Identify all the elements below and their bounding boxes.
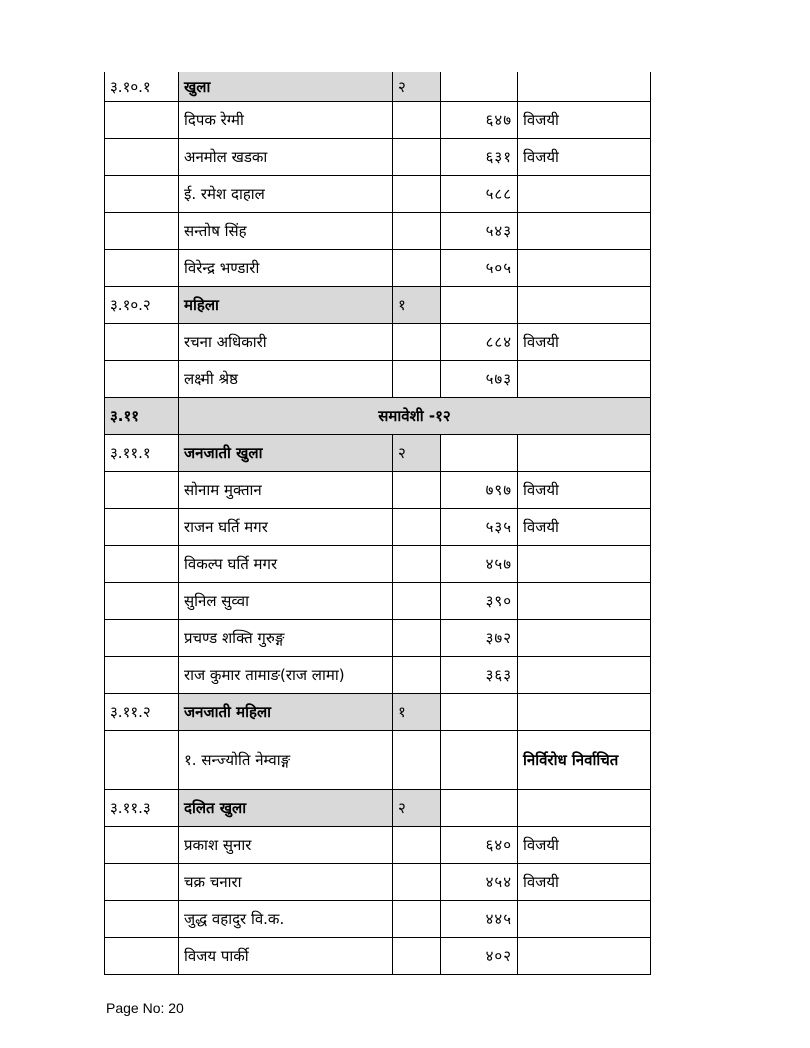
code-cell — [105, 102, 179, 139]
candidate-votes: ६४० — [441, 827, 518, 864]
category-row — [105, 435, 651, 472]
candidate-row — [105, 472, 651, 509]
seats-cell — [393, 620, 441, 657]
seats-cell — [393, 731, 441, 790]
seats-cell — [393, 176, 441, 213]
code-cell — [105, 213, 179, 250]
result-cell — [518, 287, 651, 324]
candidate-votes: ५३५ — [441, 509, 518, 546]
page-number: Page No: 20 — [106, 1000, 184, 1016]
seats-cell — [393, 546, 441, 583]
candidate-votes: ५०५ — [441, 250, 518, 287]
candidate-votes: ३९० — [441, 583, 518, 620]
candidate-row — [105, 213, 651, 250]
candidate-name: राजन घर्ति मगर — [179, 509, 393, 546]
candidate-result — [518, 361, 651, 398]
candidate-votes: ६३१ — [441, 139, 518, 176]
code-cell — [105, 901, 179, 938]
candidate-name: १. सन्ज्योति नेम्वाङ्ग — [179, 731, 393, 790]
candidate-name: प्रकाश सुनार — [179, 827, 393, 864]
category-seats: २ — [393, 435, 441, 472]
code-cell — [105, 176, 179, 213]
code-cell — [105, 583, 179, 620]
seats-cell — [393, 901, 441, 938]
result-cell — [518, 72, 651, 102]
candidate-row — [105, 901, 651, 938]
votes-cell — [441, 72, 518, 102]
votes-cell — [441, 435, 518, 472]
candidate-row — [105, 324, 651, 361]
candidate-result — [518, 176, 651, 213]
candidate-result — [518, 213, 651, 250]
candidate-name: प्रचण्ड शक्ति गुरुङ्ग — [179, 620, 393, 657]
section-title: समावेशी -१२ — [179, 398, 651, 435]
seats-cell — [393, 583, 441, 620]
votes-cell — [441, 287, 518, 324]
candidate-name: अनमोल खडका — [179, 139, 393, 176]
seats-cell — [393, 102, 441, 139]
result-cell — [518, 790, 651, 827]
seats-cell — [393, 472, 441, 509]
candidate-name: विरेन्द्र भण्डारी — [179, 250, 393, 287]
candidate-result: विजयी — [518, 827, 651, 864]
seats-cell — [393, 250, 441, 287]
candidate-result: विजयी — [518, 864, 651, 901]
candidate-name: जुद्ध वहादुर वि.क. — [179, 901, 393, 938]
code-cell — [105, 509, 179, 546]
category-label: खुला — [179, 72, 393, 102]
code-cell — [105, 472, 179, 509]
code-cell — [105, 250, 179, 287]
candidate-row — [105, 546, 651, 583]
category-seats: २ — [393, 72, 441, 102]
code-cell — [105, 827, 179, 864]
category-label: जनजाती महिला — [179, 694, 393, 731]
votes-cell — [441, 790, 518, 827]
candidate-row — [105, 731, 651, 790]
category-row — [105, 694, 651, 731]
category-code: ३.१०.१ — [105, 72, 179, 102]
candidate-name: रचना अधिकारी — [179, 324, 393, 361]
candidate-votes: ३६३ — [441, 657, 518, 694]
candidate-result — [518, 938, 651, 975]
seats-cell — [393, 139, 441, 176]
section-code: ३.११ — [105, 398, 179, 435]
candidate-name: विजय पार्की — [179, 938, 393, 975]
category-label: दलित खुला — [179, 790, 393, 827]
seats-cell — [393, 864, 441, 901]
candidate-votes: ७९७ — [441, 472, 518, 509]
candidate-name: राज कुमार तामाङ(राज लामा) — [179, 657, 393, 694]
code-cell — [105, 546, 179, 583]
section-row — [105, 398, 651, 435]
candidate-votes: ६४७ — [441, 102, 518, 139]
candidate-result: विजयी — [518, 102, 651, 139]
candidate-result: विजयी — [518, 472, 651, 509]
candidate-name: लक्ष्मी श्रेष्ठ — [179, 361, 393, 398]
candidate-result: निर्विरोध निर्वाचित — [518, 731, 651, 790]
candidate-result — [518, 901, 651, 938]
candidate-result — [518, 250, 651, 287]
candidate-result: विजयी — [518, 509, 651, 546]
candidate-name: चक्र चनारा — [179, 864, 393, 901]
candidate-votes — [441, 731, 518, 790]
candidate-row — [105, 176, 651, 213]
candidate-row — [105, 250, 651, 287]
candidate-votes: ४५७ — [441, 546, 518, 583]
category-row — [105, 72, 651, 102]
candidate-votes: ५७३ — [441, 361, 518, 398]
candidate-result — [518, 657, 651, 694]
category-seats: १ — [393, 287, 441, 324]
candidate-row — [105, 620, 651, 657]
seats-cell — [393, 657, 441, 694]
candidate-votes: ५४३ — [441, 213, 518, 250]
candidate-row — [105, 509, 651, 546]
code-cell — [105, 620, 179, 657]
code-cell — [105, 731, 179, 790]
category-code: ३.११.१ — [105, 435, 179, 472]
candidate-result — [518, 546, 651, 583]
code-cell — [105, 657, 179, 694]
category-code: ३.११.२ — [105, 694, 179, 731]
election-results-table — [104, 72, 651, 975]
seats-cell — [393, 509, 441, 546]
candidate-result: विजयी — [518, 324, 651, 361]
result-cell — [518, 694, 651, 731]
code-cell — [105, 864, 179, 901]
category-row — [105, 287, 651, 324]
candidate-result — [518, 620, 651, 657]
category-label: जनजाती खुला — [179, 435, 393, 472]
candidate-votes: ५८८ — [441, 176, 518, 213]
category-seats: १ — [393, 694, 441, 731]
candidate-votes: ३७२ — [441, 620, 518, 657]
seats-cell — [393, 827, 441, 864]
category-code: ३.११.३ — [105, 790, 179, 827]
candidate-votes: ४४५ — [441, 901, 518, 938]
candidate-row — [105, 864, 651, 901]
seats-cell — [393, 361, 441, 398]
candidate-name: दिपक रेग्मी — [179, 102, 393, 139]
candidate-name: सन्तोष सिंह — [179, 213, 393, 250]
category-label: महिला — [179, 287, 393, 324]
candidate-name: सोनाम मुक्तान — [179, 472, 393, 509]
result-cell — [518, 435, 651, 472]
category-row — [105, 790, 651, 827]
code-cell — [105, 324, 179, 361]
candidate-votes: ८८४ — [441, 324, 518, 361]
category-seats: २ — [393, 790, 441, 827]
category-code: ३.१०.२ — [105, 287, 179, 324]
candidate-row — [105, 827, 651, 864]
results-body — [105, 72, 651, 975]
candidate-name: विकल्प घर्ति मगर — [179, 546, 393, 583]
votes-cell — [441, 694, 518, 731]
seats-cell — [393, 938, 441, 975]
candidate-row — [105, 583, 651, 620]
seats-cell — [393, 213, 441, 250]
candidate-name: सुनिल सुव्वा — [179, 583, 393, 620]
code-cell — [105, 938, 179, 975]
candidate-votes: ४०२ — [441, 938, 518, 975]
code-cell — [105, 139, 179, 176]
candidate-result: विजयी — [518, 139, 651, 176]
candidate-votes: ४५४ — [441, 864, 518, 901]
seats-cell — [393, 324, 441, 361]
candidate-row — [105, 139, 651, 176]
candidate-result — [518, 583, 651, 620]
candidate-name: ई. रमेश दाहाल — [179, 176, 393, 213]
candidate-row — [105, 102, 651, 139]
code-cell — [105, 361, 179, 398]
candidate-row — [105, 361, 651, 398]
candidate-row — [105, 657, 651, 694]
candidate-row — [105, 938, 651, 975]
